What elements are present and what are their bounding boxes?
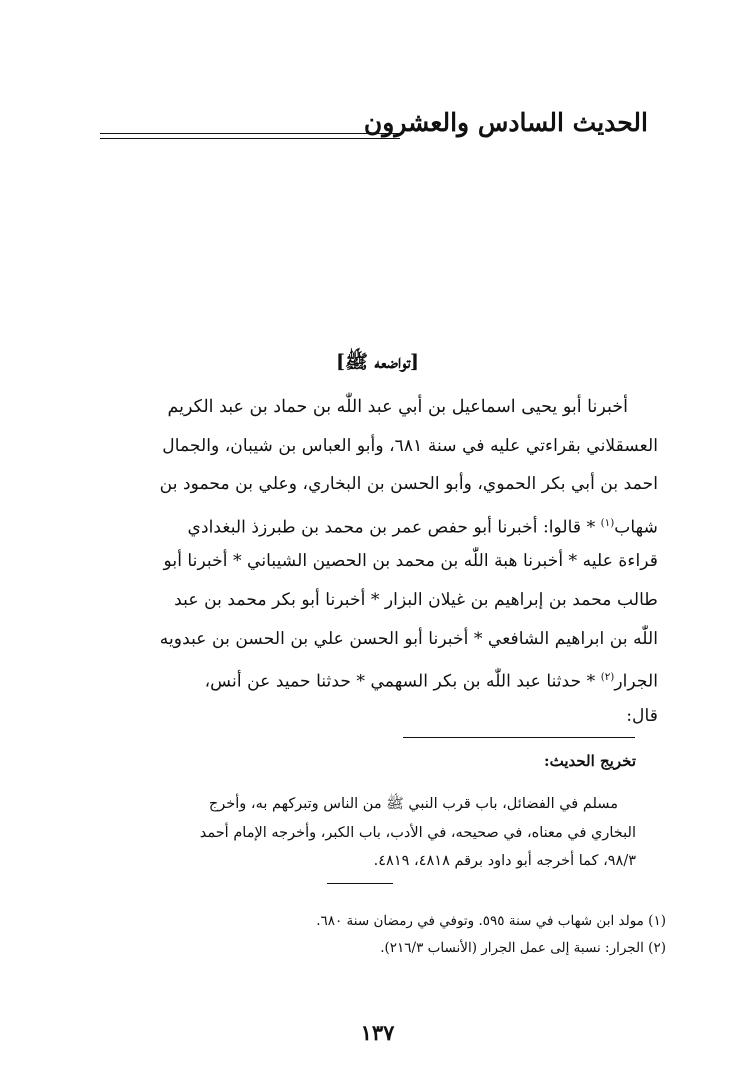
body-line-with-footnote — [98, 504, 658, 543]
body-line-rest: * قالوا: أخبرنا أبو حفص عمر بن محمد بن طبرزذ البغدادي — [187, 517, 601, 538]
chapter-title: الحديث السادس والعشرون — [363, 108, 648, 137]
takhrij-line: البخاري في معناه، في صحيحه، في الأدب، باب الكبر، وأخرجه الإمام أحمد — [199, 824, 636, 841]
footnote-ref-1: (١) — [600, 516, 615, 529]
section-heading: [تواضعه ﷺ] — [335, 351, 420, 373]
body-line-rest: * حدثنا عبد اللّٰه بن بكر السهمي * حدثنا حميد عن أنس، — [204, 671, 601, 692]
body-line-start: الجرار — [614, 671, 658, 692]
takhrij-heading: تخريج الحديث: — [544, 752, 636, 770]
footnote-2: (٢) الجرار: نسبة إلى عمل الجرار (الأنساب ٢١٦/٣). — [380, 940, 666, 956]
takhrij-line: ٩٨/٣، كما أخرجه أبو داود برقم ٤٨١٨، ٤٨١٩. — [373, 853, 636, 869]
body-line: قراءة عليه * أخبرنا هبة اللّٰه بن محمد بن الحصين الشيباني * أخبرنا أبو — [163, 551, 658, 572]
chapter-header — [100, 108, 648, 148]
hadith-text — [98, 388, 658, 735]
footnote-ref-2: (٢) — [600, 671, 615, 684]
page-number: ١٣٧ — [360, 1020, 395, 1045]
footnotes — [120, 908, 666, 962]
body-line-with-footnote — [98, 658, 658, 697]
takhrij-end-rule — [327, 883, 393, 884]
footnote-1: (١) مولد ابن شهاب في سنة ٥٩٥. وتوفي في رمضان سنة ٦٨٠. — [316, 913, 666, 929]
takhrij-line: مسلم في الفضائل، باب قرب النبي ﷺ من الناس وتبركهم به، وأخرج — [208, 796, 618, 812]
body-line: اللّٰه بن ابراهيم الشافعي * أخبرنا أبو الحسن علي بن الحسن بن عبدويه — [159, 628, 658, 649]
body-line: العسقلاني بقراءتي عليه في سنة ٦٨١، وأبو العباس بن شيبان، والجمال — [162, 435, 658, 456]
body-line: قال: — [626, 705, 658, 726]
title-underline-rule — [100, 133, 400, 139]
takhrij-text — [110, 790, 636, 876]
body-line: أخبرنا أبو يحيى اسماعيل بن أبي عبد اللّٰه بن حماد بن عبد الكريم — [167, 397, 628, 417]
body-line: طالب محمد بن إبراهيم بن غيلان البزار * أخبرنا أبو بكر محمد بن عبد — [174, 589, 658, 610]
takhrij-separator-rule — [403, 737, 635, 738]
body-line-start: شهاب — [614, 517, 658, 538]
body-line: احمد بن أبي بكر الحموي، وأبو الحسن بن البخاري، وعلي بن محمود بن — [159, 474, 658, 495]
